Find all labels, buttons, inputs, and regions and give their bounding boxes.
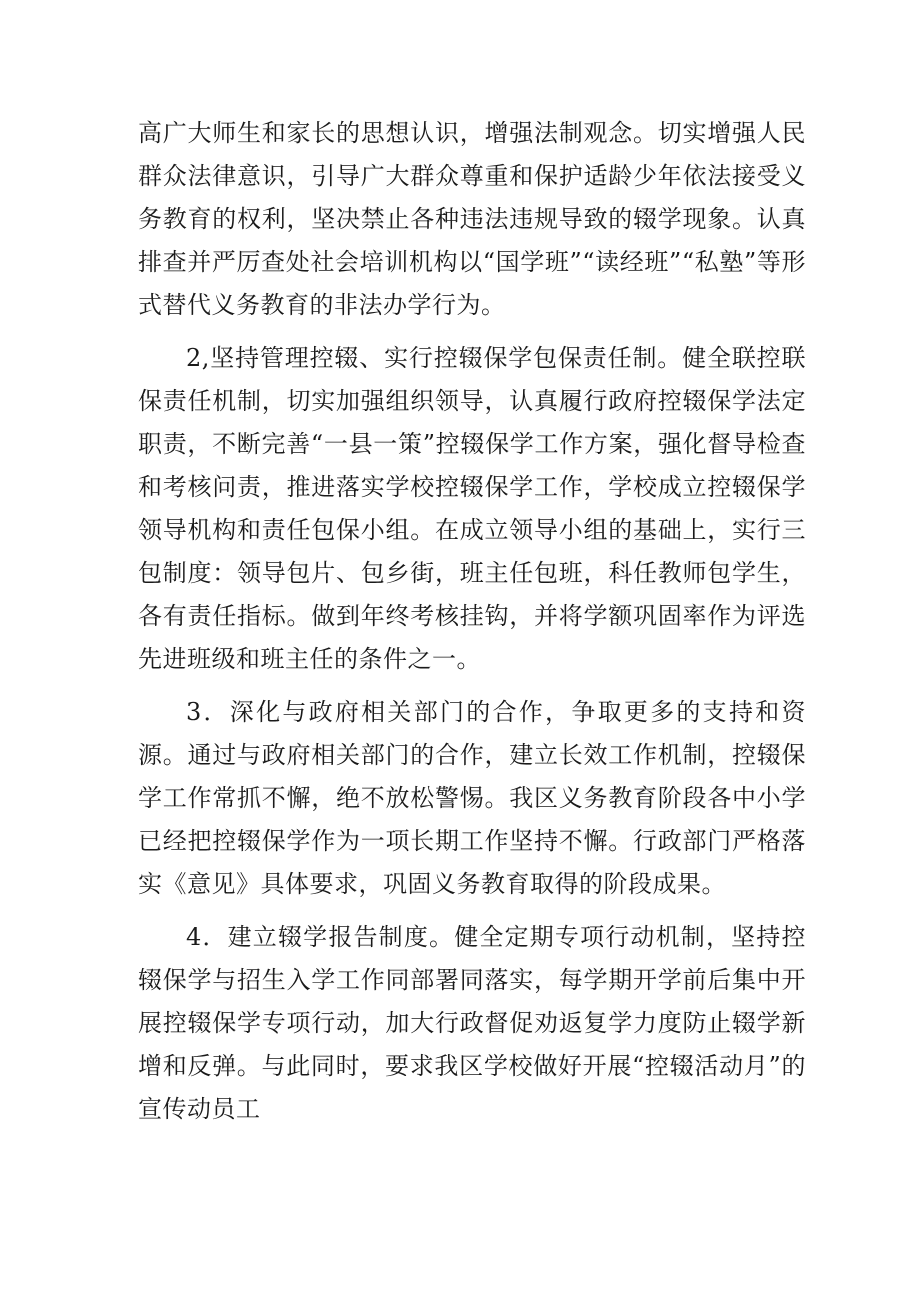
paragraph-item-3: 3．深化与政府相关部门的合作，争取更多的支持和资源。通过与政府相关部门的合作，建立长效工作机制，控辍保学工作常抓不懈，绝不放松警惕。我区义务教育阶段各中小学已经把控辍保学作为一项长期工作坚持不懈。行政部门严格落实《意见》具体要求，巩固义务教育取得的阶段成果。 bbox=[138, 698, 806, 898]
paragraph-item-4: 4．建立辍学报告制度。健全定期专项行动机制，坚持控辍保学与招生入学工作同部署同落实，每学期开学前后集中开展控辍保学专项行动，加大行政督促劝返复学力度防止辍学新增和反弹。与此同时，要求我区学校做好开展“控辍活动月”的宣传动员工 bbox=[138, 923, 806, 1123]
paragraph-continuation: 高广大师生和家长的思想认识，增强法制观念。切实增强人民群众法律意识，引导广大群众尊重和保护适龄少年依法接受义务教育的权利，坚决禁止各种违法违规导致的辍学现象。认真排查并严厉查处社会培训机构以“国学班”“读经班”“私塾”等形式替代义务教育的非法办学行为。 bbox=[138, 119, 806, 319]
paragraph-item-2: 2,坚持管理控辍、实行控辍保学包保责任制。健全联控联保责任机制，切实加强组织领导，认真履行政府控辍保学法定职责，不断完善“一县一策”控辍保学工作方案，强化督导检查和考核问责，推进落实学校控辍保学工作，学校成立控辍保学领导机构和责任包保小组。在成立领导小组的基础上，实行三包制度：领导包片、包乡街，班主任包班，科任教师包学生，各有责任指标。做到年终考核挂钩，并将学额巩固率作为评选先进班级和班主任的条件之一。 bbox=[138, 344, 806, 673]
document-body bbox=[138, 112, 806, 1131]
